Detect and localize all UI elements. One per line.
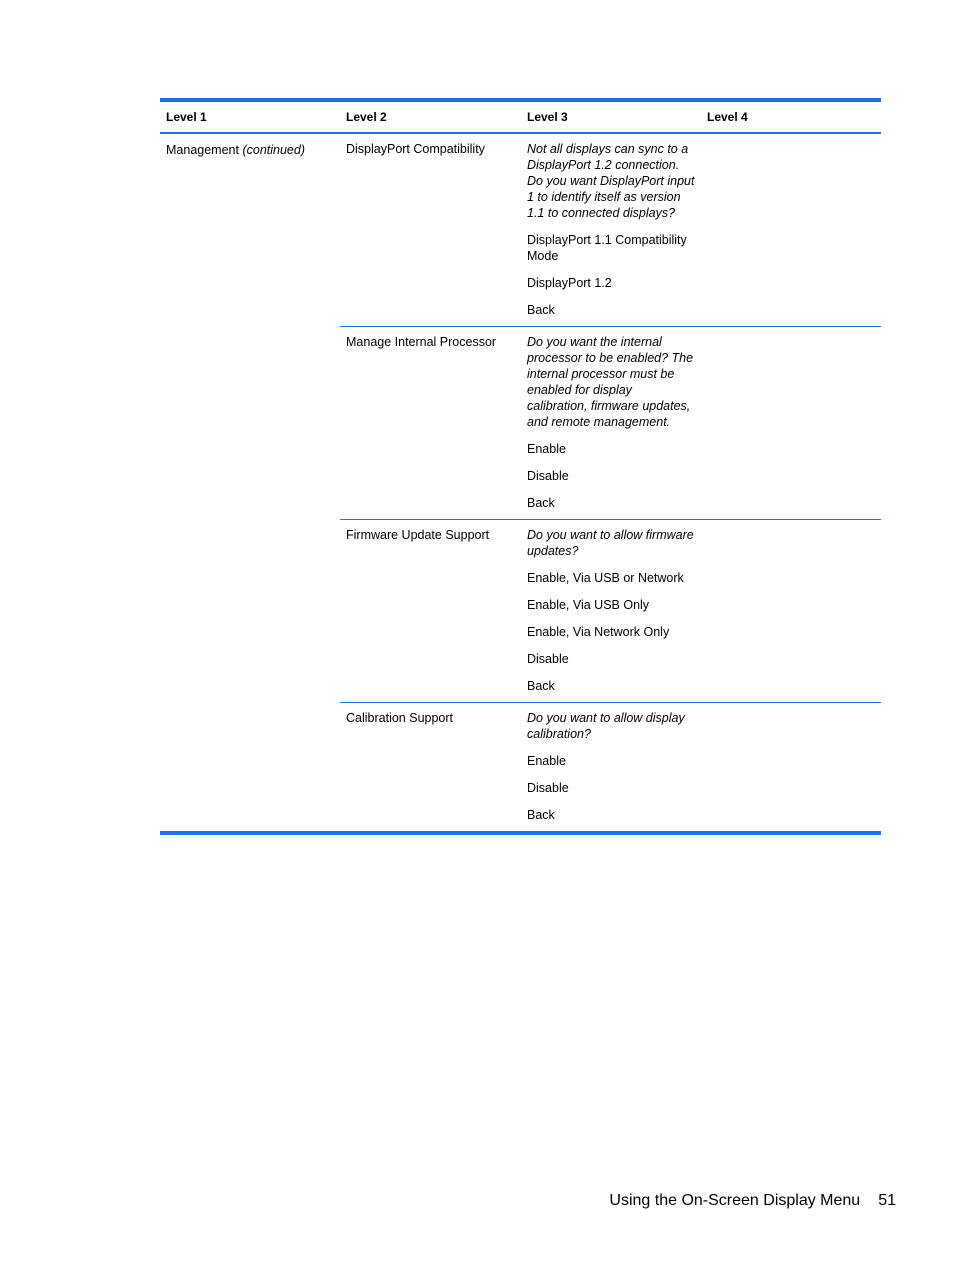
table-row <box>340 702 881 831</box>
level3-option: Back <box>527 303 555 317</box>
page-number: 51 <box>878 1192 896 1209</box>
level3-option: Back <box>527 496 555 510</box>
level4-cell <box>701 327 881 519</box>
level3-option: DisplayPort 1.2 <box>527 276 612 290</box>
level3-option: Disable <box>527 652 569 666</box>
level4-cell <box>701 134 881 326</box>
header-level-4: Level 4 <box>707 110 748 124</box>
page-footer <box>609 1192 896 1210</box>
osd-menu-table <box>160 98 881 835</box>
level3-option: Disable <box>527 781 569 795</box>
header-level-2: Level 2 <box>346 110 387 124</box>
footer-section-title: Using the On-Screen Display Menu <box>609 1192 861 1209</box>
level3-option: Back <box>527 808 555 822</box>
level2-firmware-update-support: Firmware Update Support <box>346 528 490 542</box>
level2-groups <box>340 134 881 831</box>
table-row <box>340 519 881 702</box>
level3-option: Enable, Via USB or Network <box>527 571 684 585</box>
level3-option: Enable, Via USB Only <box>527 598 650 612</box>
table-row <box>340 326 881 519</box>
level1-cell <box>160 134 340 831</box>
level3-cell <box>521 327 701 519</box>
level4-cell <box>701 520 881 702</box>
level1-label: Management <box>166 143 239 157</box>
level3-option: Disable <box>527 469 569 483</box>
level1-continued: (continued) <box>242 143 305 157</box>
header-level-1: Level 1 <box>166 110 207 124</box>
level3-question: Do you want to allow firmware updates? <box>527 528 694 558</box>
level3-cell <box>521 703 701 831</box>
table-body <box>160 134 881 831</box>
level3-question: Do you want the internal processor to be enabled? The internal processor must be enabled for display calibration, firmware updates, and remote management. <box>527 335 694 429</box>
level3-option: Enable <box>527 754 566 768</box>
level3-question: Not all displays can sync to a DisplayPort 1.2 connection. Do you want DisplayPort input 1 to identify itself as version 1.1 to connected displays? <box>527 142 695 220</box>
level2-calibration-support: Calibration Support <box>346 711 454 725</box>
level3-option: DisplayPort 1.1 Compatibility Mode <box>527 233 687 263</box>
level2-manage-internal-processor: Manage Internal Processor <box>346 335 497 349</box>
table-header-row <box>160 102 881 134</box>
header-level-3: Level 3 <box>527 110 568 124</box>
level3-option: Back <box>527 679 555 693</box>
level4-cell <box>701 703 881 831</box>
level3-question: Do you want to allow display calibration? <box>527 711 685 741</box>
level3-option: Enable, Via Network Only <box>527 625 670 639</box>
level3-option: Enable <box>527 442 566 456</box>
table-row <box>340 134 881 326</box>
level3-cell <box>521 134 701 326</box>
level3-cell <box>521 520 701 702</box>
level2-displayport-compatibility: DisplayPort Compatibility <box>346 142 485 156</box>
